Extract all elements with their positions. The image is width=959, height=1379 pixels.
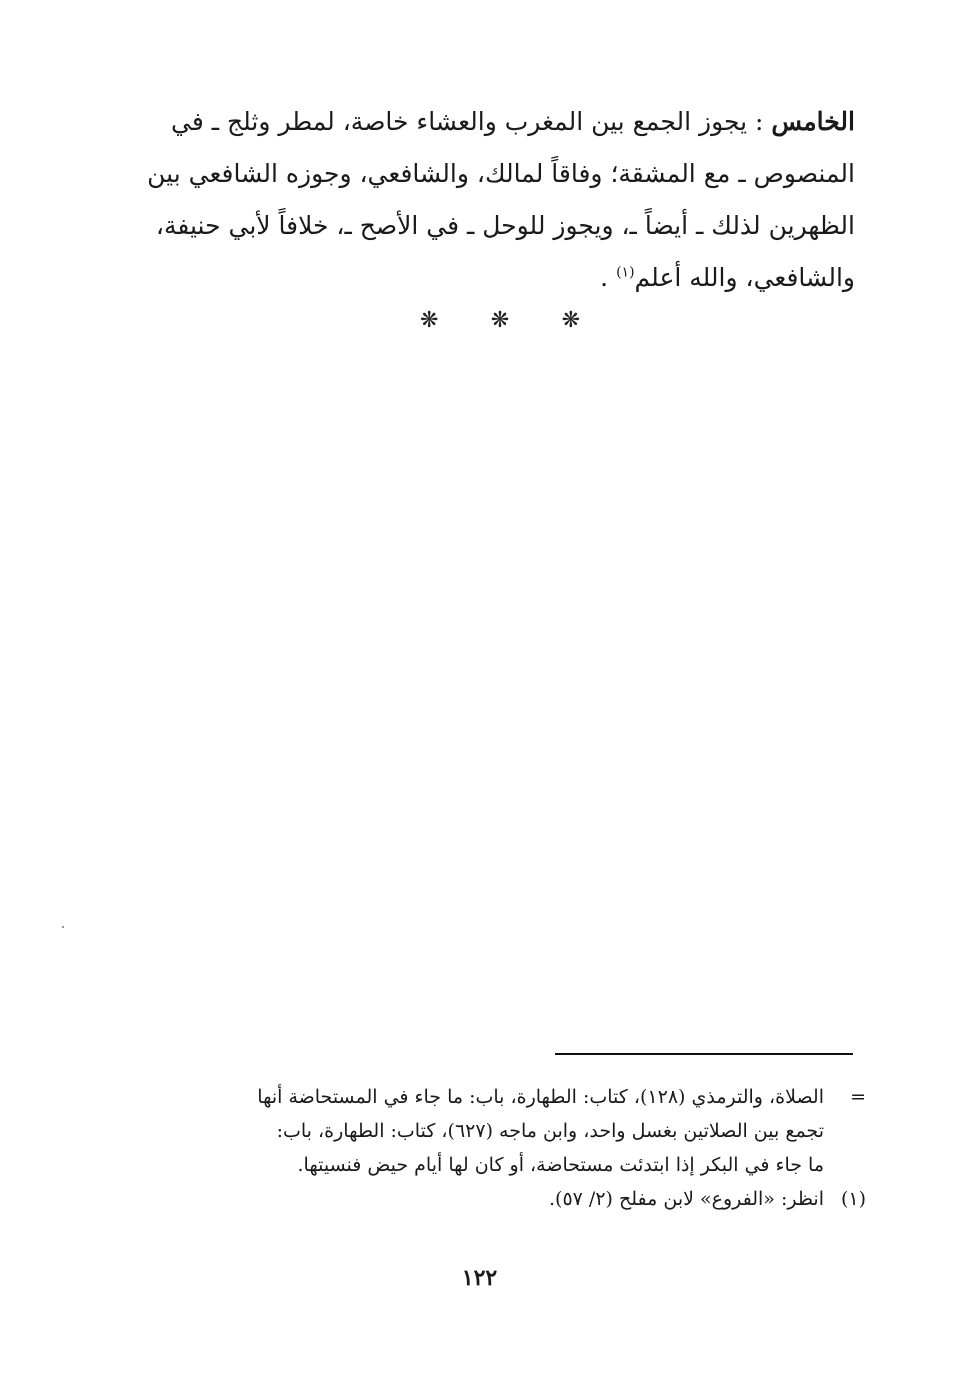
footnote-line: الصلاة، والترمذي (١٢٨)، كتاب: الطهارة، باب: ما جاء في المستحاضة أنها — [257, 1086, 824, 1108]
page-number: ١٢٢ — [461, 1265, 498, 1291]
separator-star-icon: ❋ — [561, 308, 580, 333]
footnote-1-marker[interactable]: (١) — [840, 1188, 866, 1210]
separator-star-icon: ❋ — [420, 308, 439, 333]
body-line-1-text: : يجوز الجمع بين المغرب والعشاء خاصة، لمطر وثلج ـ في — [171, 107, 764, 136]
footnotes-section — [138, 1080, 866, 1216]
footnote-reference[interactable]: (١) — [616, 264, 635, 281]
body-line-4-text: والشافعي، والله أعلم — [634, 263, 855, 292]
body-line-4-end: . — [600, 263, 609, 292]
separator-star-icon: ❋ — [490, 308, 510, 333]
footnote-divider — [555, 1053, 853, 1055]
footnote-line: ما جاء في البكر إذا ابتدئت مستحاضة، أو كان لها أيام حيض فنسيتها. — [297, 1154, 824, 1176]
body-paragraph — [138, 96, 855, 304]
body-line-3: الظهرين لذلك ـ أيضاً ـ، ويجوز للوحل ـ في الأصح ـ، خلافاً لأبي حنيفة، — [155, 211, 855, 240]
footnote-continuation — [138, 1080, 866, 1182]
footnote-1 — [138, 1182, 866, 1216]
body-line-1 — [138, 96, 855, 148]
footnote-continuation-text — [138, 1080, 824, 1182]
body-line-4 — [138, 252, 855, 304]
footnote-line: تجمع بين الصلاتين بغسل واحد، وابن ماجه (٦٢٧)، كتاب: الطهارة، باب: — [276, 1120, 824, 1142]
scan-speck — [62, 926, 64, 928]
footnote-1-text: انظر: «الفروع» لابن مفلح (٢/ ٥٧). — [548, 1188, 824, 1210]
body-line-2: المنصوص ـ مع المشقة؛ وفاقاً لمالك، والشافعي، وجوزه الشافعي بين — [147, 159, 855, 188]
continuation-marker: = — [850, 1086, 866, 1108]
section-separator — [420, 308, 580, 333]
lead-term: الخامس — [771, 107, 855, 136]
